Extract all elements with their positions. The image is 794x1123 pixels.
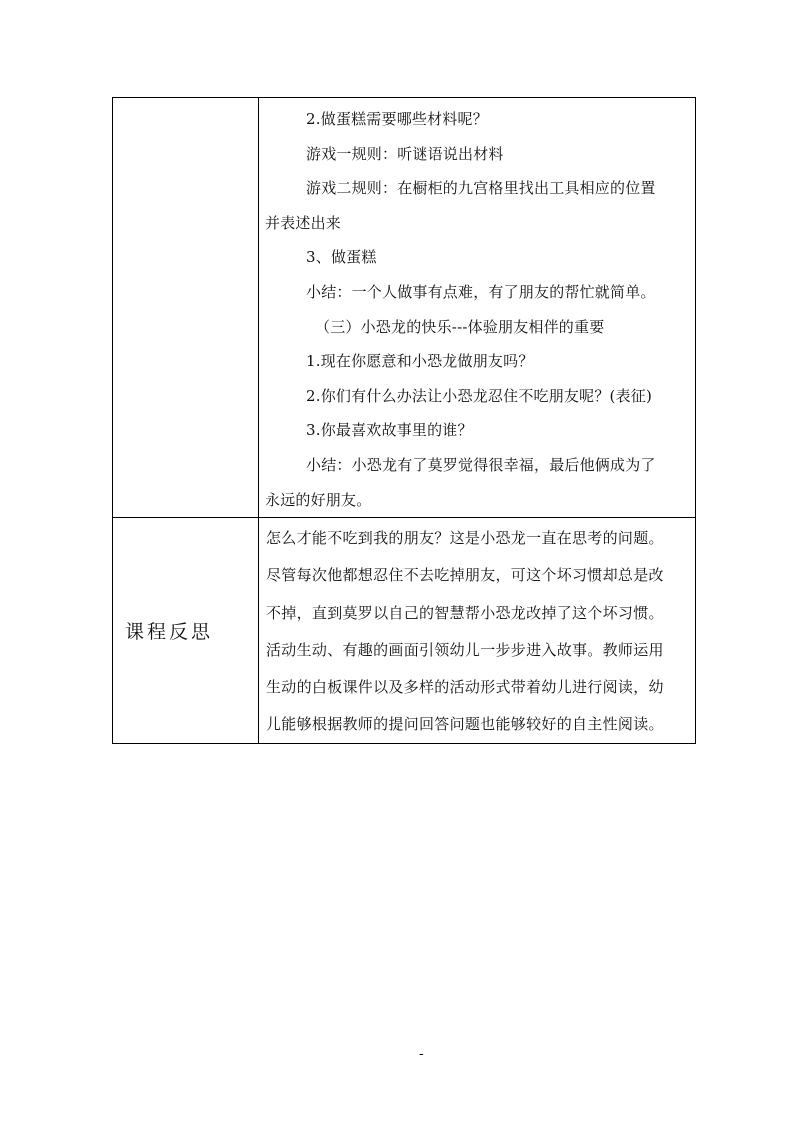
activity-content — [259, 98, 696, 518]
reflection-line: 不掉，直到莫罗以自己的智慧帮小恐龙改掉了这个坏习惯。 — [266, 603, 664, 622]
content-line: 并表述出来 — [265, 213, 342, 232]
section-heading: （三）小恐龙的快乐---体验朋友相伴的重要 — [315, 317, 605, 336]
reflection-line: 生动的白板课件以及多样的活动形式带着幼儿进行阅读，幼 — [266, 677, 664, 696]
content-line: 游戏一规则：听谜语说出材料 — [306, 144, 504, 163]
reflection-label: 课程反思 — [113, 518, 259, 744]
reflection-line: 怎么才能不吃到我的朋友？这是小恐龙一直在思考的问题。 — [266, 529, 664, 548]
content-line: 2.做蛋糕需要哪些材料呢？ — [306, 110, 488, 128]
content-line: 永远的好朋友。 — [265, 490, 372, 509]
content-line: 小结：一个人做事有点难，有了朋友的帮忙就简单。 — [306, 282, 656, 301]
lesson-plan-table — [112, 97, 696, 744]
content-line: 1.现在你愿意和小恐龙做朋友吗？ — [306, 352, 534, 371]
table-row-activity — [113, 98, 696, 518]
content-line: 游戏二规则：在橱柜的九宫格里找出工具相应的位置 — [306, 179, 656, 198]
table-row-reflection — [113, 518, 696, 744]
content-line: 3.你最喜欢故事里的谁？ — [306, 421, 473, 440]
reflection-line: 儿能够根据教师的提问回答问题也能够较好的自主性阅读。 — [266, 715, 664, 734]
content-line: 小结：小恐龙有了莫罗觉得很幸福，最后他俩成为了 — [306, 455, 656, 474]
content-line: 3、做蛋糕 — [306, 248, 377, 267]
reflection-content — [259, 518, 696, 744]
row-label-empty — [113, 98, 259, 518]
page-marker: - — [419, 1046, 424, 1062]
content-line: 2.你们有什么办法让小恐龙忍住不吃朋友呢？(表征) — [306, 386, 653, 405]
reflection-line: 活动生动、有趣的画面引领幼儿一步步进入故事。教师运用 — [266, 640, 664, 659]
reflection-line: 尽管每次他都想忍住不去吃掉朋友，可这个坏习惯却总是改 — [266, 566, 664, 585]
